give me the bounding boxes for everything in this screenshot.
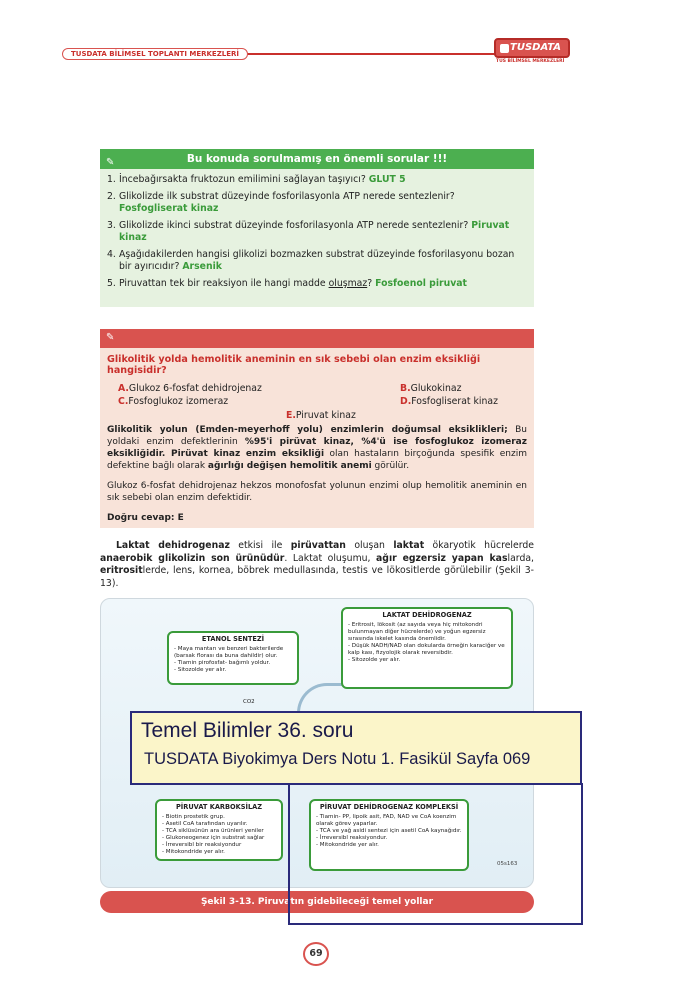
item-text xyxy=(119,220,526,244)
text: etkisi ile xyxy=(229,540,291,551)
option-letter: A. xyxy=(118,383,129,394)
text: . Laktat oluşumu, xyxy=(284,552,377,564)
text: lerde, lens, kornea, böbrek medullasında, testis ve lökositlerde görülebilir (Şekil 3-13). xyxy=(100,565,534,589)
explanation-text: olan hastaların birçoğunda spesifik enzim defektine bağlı olarak xyxy=(107,449,527,471)
question-text: İncebağırsakta fruktozun emilimini sağlayan taşıyıcı? xyxy=(119,174,369,185)
text-bold: ağır egzersiz yapan kas xyxy=(376,552,508,564)
text-bold: laktat xyxy=(393,540,425,551)
answer-text: Fosfogliserat kinaz xyxy=(119,203,219,214)
panel-line: - Tiamin pirofosfat- bağımlı yoldur. xyxy=(174,660,271,666)
explanation-bold: ağırlığı değişen hemolitik anemi xyxy=(207,461,372,471)
answer-options xyxy=(100,376,534,424)
panel-title: PİRUVAT KARBOKSİLAZ xyxy=(175,803,263,811)
list-item xyxy=(107,220,526,244)
item-number: 3. xyxy=(107,220,116,231)
logo-box xyxy=(494,38,570,58)
list-item xyxy=(107,249,526,273)
option-text: Glukoz 6-fosfat dehidrojenaz xyxy=(128,383,262,394)
option-letter: B. xyxy=(400,383,411,394)
explanation-bold: %95'i pirüvat kinaz, %4'ü ise fosfoglukoz izomeraz eksikliğidir. Pirüvat kinaz enzim eksikliği xyxy=(107,437,527,459)
pencil-icon: ✎ xyxy=(106,332,115,343)
explanation-2: Glukoz 6-fosfat dehidrojenaz hekzos monofosfat yolunun enzimi olup hemolitik aneminin en sık sebebi olan enzim defektidir. xyxy=(107,481,527,503)
option-text: Fosfogliserat kinaz xyxy=(411,396,498,407)
answer-text: Fosfoenol piruvat xyxy=(375,278,467,289)
panel-line: - Maya mantarı ve benzeri bakterilerde (barsak florası da buna dahildir) olur. xyxy=(174,646,284,659)
panel-line: - TCA siklüsünün ara ürünleri yeniler xyxy=(162,828,264,834)
important-questions-box xyxy=(100,149,534,307)
panel-line: - Eritrosit, lökosit (az sayıda veya hiç mitokondri bulunmayan diğer hücrelerde) ve yoğun egzersiz sırasında iskelet kasında önemlidir. xyxy=(348,622,486,642)
annotation-line-2: TUSDATA Biyokimya Ders Notu 1. Fasikül Sayfa 069 xyxy=(144,750,531,768)
panel-line: - Mitokondride yer alır. xyxy=(162,849,225,855)
explanation-lead: Glikolitik yolun (Emden-meyerhoff yolu) enzimlerin doğumsal eksiklikleri; xyxy=(107,425,508,435)
item-text xyxy=(119,174,406,186)
item-number: 2. xyxy=(107,191,116,202)
question-box xyxy=(100,329,534,528)
page-number: 69 xyxy=(303,942,329,966)
text: larda, xyxy=(507,552,534,564)
question-header xyxy=(100,329,534,348)
lactate-dehydrogenase-panel xyxy=(341,607,513,689)
item-number: 1. xyxy=(107,174,116,185)
panel-line: - Glukoneogenez için substrat sağlar xyxy=(162,835,265,841)
item-text xyxy=(119,249,526,273)
panel-line: - Sitozolde yer alır. xyxy=(348,657,401,663)
header-rule xyxy=(212,53,507,55)
correct-answer: Doğru cevap: E xyxy=(107,513,184,523)
panel-line: - Biotin prostetik grup. xyxy=(162,814,225,820)
panel-title: ETANOL SENTEZİ xyxy=(201,635,265,643)
source-annotation xyxy=(130,711,582,785)
panel-line: - Mitokondride yer alır. xyxy=(316,842,379,848)
text-bold: pirüvattan xyxy=(290,540,346,551)
list-item xyxy=(107,174,526,186)
pyruvate-carboxylase-panel xyxy=(155,799,283,861)
pencil-icon: ✎ xyxy=(106,157,115,168)
logo-text: TUSDATA xyxy=(510,42,562,53)
answer-text: Piruvat kinaz xyxy=(119,220,510,243)
running-header xyxy=(62,48,507,60)
panel-title: LAKTAT DEHİDROGENAZ xyxy=(382,611,472,619)
running-title: TUSDATA BİLİMSEL TOPLANTI MERKEZLERİ xyxy=(62,48,248,60)
option-b xyxy=(400,383,461,394)
panel-title: PİRUVAT DEHİDROGENAZ KOMPLEKSİ xyxy=(319,803,459,811)
question-text: Glikolizde ikinci substrat düzeyinde fosforilasyonla ATP nerede sentezlenir? xyxy=(119,220,472,231)
text: oluşan xyxy=(345,540,394,551)
panel-line: - Sitozolde yer alır. xyxy=(174,667,227,673)
ethanol-synthesis-panel xyxy=(167,631,299,685)
panel-line: - Asetil CoA tarafından uyarılır. xyxy=(162,821,248,827)
logo-mark-icon xyxy=(500,44,509,53)
explanation-text: Bu yoldaki enzim defektlerinin xyxy=(107,425,527,447)
question-stem: Glikolitik yolda hemolitik aneminin en sık sebebi olan enzim eksikliği hangisidir? xyxy=(107,354,481,376)
question-text: Glikolizde ilk substrat düzeyinde fosforilasyonla ATP nerede sentezlenir? xyxy=(119,191,455,202)
text: ökaryotik hücrelerde xyxy=(424,540,534,551)
question-text: Aşağıdakilerden hangisi glikolizi bozmazken substrat düzeyinde fosforilasyonu bozan bir ayırıcıdır? xyxy=(119,249,515,272)
explanation-text: görülür. xyxy=(371,461,410,471)
option-text: Fosfoglukoz izomeraz xyxy=(128,396,229,407)
annotation-line-1: Temel Bilimler 36. soru xyxy=(141,719,354,742)
important-title: Bu konuda sorulmamış en önemli sorular !!! xyxy=(186,153,448,165)
tusdata-logo xyxy=(494,38,570,66)
underlined-word: oluşmaz xyxy=(328,278,368,289)
important-header xyxy=(100,149,534,169)
figure-code: 05s163 xyxy=(497,861,518,867)
option-a xyxy=(118,383,262,394)
item-text xyxy=(119,191,526,215)
list-item xyxy=(107,278,526,290)
option-letter: E. xyxy=(286,410,296,421)
highlight-frame xyxy=(288,783,583,925)
text-bold: Laktat dehidrogenaz xyxy=(116,540,230,551)
option-c xyxy=(118,396,228,407)
item-number: 5. xyxy=(107,278,116,289)
item-text xyxy=(119,278,467,290)
option-letter: D. xyxy=(400,396,412,407)
option-d xyxy=(400,396,498,407)
question-mark: ? xyxy=(367,278,376,289)
panel-line: - İrreversibl reaksiyondur. xyxy=(316,835,388,841)
co2-label: CO2 xyxy=(243,699,255,705)
panel-line: - Düşük NADH/NAD olan dokularda örneğin karaciğer ve kalp kası, fizyolojik olarak reversibdir. xyxy=(348,643,505,656)
panel-line: - İrreversibl bir reaksiyondur xyxy=(162,842,242,848)
body-paragraph xyxy=(100,540,534,590)
question-text: Piruvattan tek bir reaksiyon ile hangi madde xyxy=(119,278,329,289)
text-bold: eritrosit xyxy=(100,565,143,576)
option-e xyxy=(286,410,356,421)
option-letter: C. xyxy=(118,396,129,407)
logo-subtitle: TUS BİLİMSEL MERKEZLERİ xyxy=(496,59,565,64)
option-text: Piruvat kinaz xyxy=(295,410,356,421)
text-bold: anaerobik glikolizin son ürünüdür xyxy=(100,552,285,564)
answer-text: GLUT 5 xyxy=(368,174,406,185)
list-item xyxy=(107,191,526,215)
item-number: 4. xyxy=(107,249,116,260)
figure-caption: Şekil 3-13. Piruvatın gidebileceği temel yollar xyxy=(100,891,534,913)
answer-text: Arsenik xyxy=(182,261,222,272)
important-list xyxy=(100,169,534,290)
panel-line: - Tiamin- PP, lipoik asit, FAD, NAD ve CoA koenzim olarak görev yaparlar. xyxy=(316,814,457,827)
explanation-1 xyxy=(100,424,534,472)
panel-line: - TCA ve yağ asidi sentezi için asetil CoA kaynağıdır. xyxy=(316,828,462,834)
option-text: Glukokinaz xyxy=(410,383,462,394)
